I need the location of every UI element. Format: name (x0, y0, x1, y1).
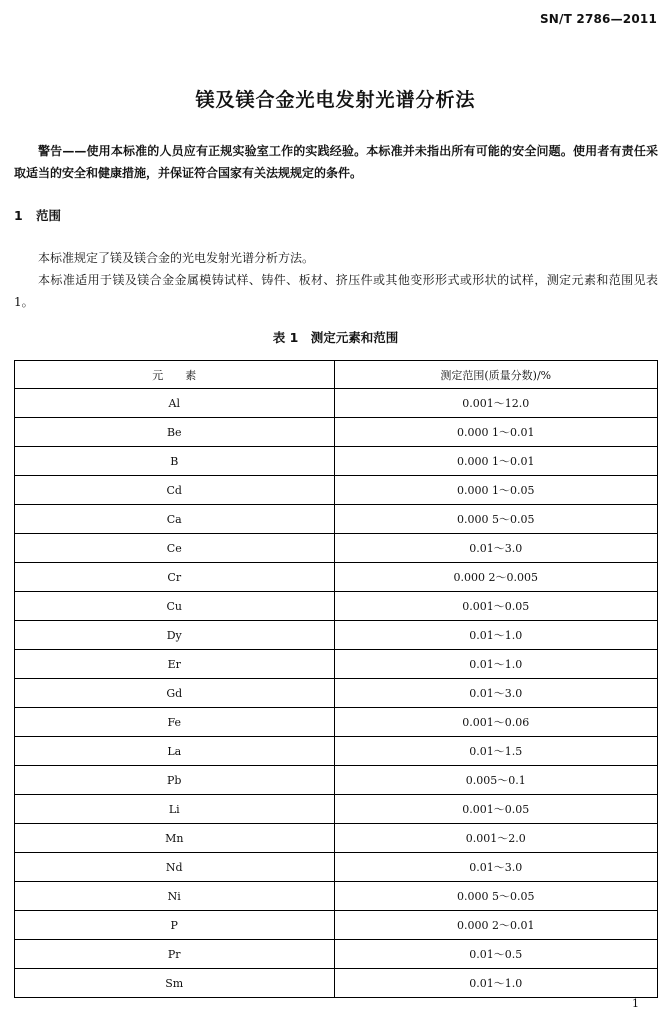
section-heading-scope (14, 206, 61, 224)
table-body (15, 389, 658, 998)
table-row (15, 969, 658, 998)
element-cell: Cd (15, 476, 335, 505)
section-number: 1 (14, 208, 23, 223)
warning-paragraph: 警告——使用本标准的人员应有正规实验室工作的实践经验。本标准并未指出所有可能的安全问题。使用者有责任采取适当的安全和健康措施，并保证符合国家有关法规规定的条件。 (14, 144, 658, 180)
table-row (15, 389, 658, 418)
range-cell: 0.01～3.0 (334, 679, 658, 708)
section-title: 范围 (36, 208, 62, 223)
table-row (15, 650, 658, 679)
table-row (15, 476, 658, 505)
range-cell: 0.000 5～0.05 (334, 882, 658, 911)
range-cell: 0.01～1.0 (334, 621, 658, 650)
element-cell: Cr (15, 563, 335, 592)
element-cell: Gd (15, 679, 335, 708)
table-row (15, 447, 658, 476)
range-cell: 0.01～3.0 (334, 534, 658, 563)
table-caption: 表 1 测定元素和范围 (272, 330, 399, 345)
table-row (15, 824, 658, 853)
range-cell: 0.000 2～0.005 (334, 563, 658, 592)
range-cell: 0.005～0.1 (334, 766, 658, 795)
element-cell: Nd (15, 853, 335, 882)
range-cell: 0.000 1～0.01 (334, 447, 658, 476)
table-row (15, 708, 658, 737)
table-row (15, 737, 658, 766)
range-cell: 0.01～1.0 (334, 969, 658, 998)
range-cell: 0.000 1～0.05 (334, 476, 658, 505)
element-cell: Fe (15, 708, 335, 737)
table-row (15, 621, 658, 650)
element-cell: Be (15, 418, 335, 447)
element-cell: Al (15, 389, 335, 418)
table-row (15, 795, 658, 824)
column-header-range: 测定范围(质量分数)/% (334, 361, 658, 389)
range-cell: 0.000 5～0.05 (334, 505, 658, 534)
table-row (15, 853, 658, 882)
element-cell: P (15, 911, 335, 940)
document-title: 镁及镁合金光电发射光谱分析法 (195, 89, 476, 111)
element-cell: Li (15, 795, 335, 824)
table-row (15, 534, 658, 563)
element-cell: Dy (15, 621, 335, 650)
range-cell: 0.000 2～0.01 (334, 911, 658, 940)
element-cell: Pr (15, 940, 335, 969)
element-cell: Cu (15, 592, 335, 621)
range-cell: 0.001～0.06 (334, 708, 658, 737)
range-cell: 0.01～1.5 (334, 737, 658, 766)
table-row (15, 882, 658, 911)
scope-paragraph-2: 本标准适用于镁及镁合金金属模铸试样、铸件、板材、挤压件或其他变形形式或形状的试样，测定元素和范围见表 1。 (14, 273, 658, 309)
element-cell: Mn (15, 824, 335, 853)
range-cell: 0.01～0.5 (334, 940, 658, 969)
element-cell: Er (15, 650, 335, 679)
range-cell: 0.001～0.05 (334, 592, 658, 621)
scope-paragraph-1: 本标准规定了镁及镁合金的光电发射光谱分析方法。 (38, 251, 315, 265)
range-cell: 0.001～0.05 (334, 795, 658, 824)
element-cell: La (15, 737, 335, 766)
element-cell: Ni (15, 882, 335, 911)
range-cell: 0.001～2.0 (334, 824, 658, 853)
range-cell: 0.01～1.0 (334, 650, 658, 679)
table-row (15, 940, 658, 969)
table-row (15, 418, 658, 447)
table-header-row (15, 361, 658, 389)
table-row (15, 679, 658, 708)
range-cell: 0.000 1～0.01 (334, 418, 658, 447)
element-cell: Ce (15, 534, 335, 563)
elements-table (14, 360, 658, 998)
table-row (15, 505, 658, 534)
column-header-element: 元 素 (15, 361, 335, 389)
standard-code: SN/T 2786—2011 (539, 12, 657, 26)
table-row (15, 766, 658, 795)
range-cell: 0.01～3.0 (334, 853, 658, 882)
table-row (15, 592, 658, 621)
element-cell: B (15, 447, 335, 476)
element-cell: Pb (15, 766, 335, 795)
range-cell: 0.001～12.0 (334, 389, 658, 418)
element-cell: Ca (15, 505, 335, 534)
page-number: 1 (632, 997, 639, 1010)
table-row (15, 911, 658, 940)
table-row (15, 563, 658, 592)
element-cell: Sm (15, 969, 335, 998)
